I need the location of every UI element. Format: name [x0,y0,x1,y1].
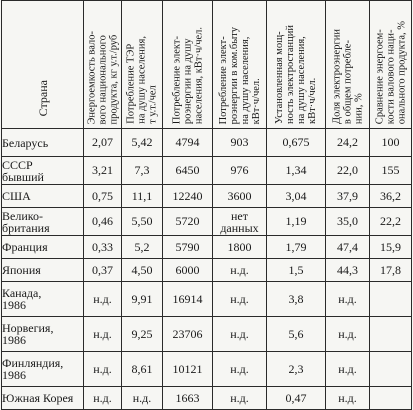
value-cell: 24,2 [326,129,370,157]
value-cell: 17,8 [370,259,412,282]
value-cell: 0,46 [84,208,122,236]
value-cell: н.д. [213,317,267,352]
table-row [2,185,412,208]
energy-statistics-table [1,0,412,410]
value-cell: н.д. [326,282,370,317]
value-cell [370,387,412,410]
country-name: Южная Корея [2,391,74,405]
value-cell: н.д. [326,387,370,410]
header-cell-household-electricity [213,1,267,129]
value-cell: н.д. [213,352,267,387]
value-cell: 5720 [163,208,213,236]
value-cell: н.д. [84,317,122,352]
value-cell: 5,2 [122,236,163,259]
value-cell: 5,6 [267,317,326,352]
country-name: Норвегия, 1986 [2,321,54,347]
value-cell: 11,1 [122,185,163,208]
value-cell: н.д. [84,282,122,317]
value-cell [370,352,412,387]
value-cell: 7,3 [122,157,163,185]
value-cell: 2,3 [267,352,326,387]
value-cell: 2,07 [84,129,122,157]
table-row [2,317,412,352]
value-cell [370,282,412,317]
country-cell [2,282,84,317]
value-cell: 1,5 [267,259,326,282]
country-cell [2,208,84,236]
value-cell: 44,3 [326,259,370,282]
value-cell: 36,2 [370,185,412,208]
value-cell: н.д. [213,387,267,410]
value-cell: н.д. [326,317,370,352]
country-cell [2,317,84,352]
country-name: США [2,189,31,203]
value-text: нет данных [220,208,259,235]
header-label: Доля электроэнергии в общем потребле- нии, % [331,28,364,124]
value-cell: 22,2 [370,208,412,236]
table-row [2,352,412,387]
value-cell: 23706 [163,317,213,352]
country-name: Беларусь [2,135,49,150]
value-cell: 0,33 [84,236,122,259]
value-cell: 0,75 [84,185,122,208]
value-cell: 15,9 [370,236,412,259]
value-cell: 976 [213,157,267,185]
value-cell: 5,50 [122,208,163,236]
value-cell: н.д. [213,282,267,317]
value-cell: 3600 [213,185,267,208]
header-label: Установленная мощ- ность электростанций на душу населения, кВт·ч/чел. [274,25,318,124]
country-name: Финляндия, 1986 [2,356,64,382]
table-row [2,259,412,282]
header-label: Сравнение энергоем- кости валового наци- онального продукта, % [374,20,407,124]
table-row [2,236,412,259]
country-name: Канада, 1986 [2,286,42,312]
header-cell-fuel-consumption [122,1,163,129]
value-cell: 12240 [163,185,213,208]
value-cell: 1,19 [267,208,326,236]
value-cell: 4,50 [122,259,163,282]
country-cell [2,259,84,282]
value-cell: 903 [213,129,267,157]
value-cell: 22,0 [326,157,370,185]
value-cell: 1,79 [267,236,326,259]
value-cell: 0,37 [84,259,122,282]
value-cell: 47,4 [326,236,370,259]
country-cell [2,157,84,185]
header-label: Потребление ТЭР на душу населения, т у.т./чел [125,36,159,124]
value-cell: 16914 [163,282,213,317]
value-cell: н.д. [84,352,122,387]
country-name: Япония [2,263,41,277]
header-cell-electricity-consumption [163,1,213,129]
value-cell: 0,47 [267,387,326,410]
table-row [2,282,412,317]
country-cell [2,185,84,208]
value-cell: н.д. [84,387,122,410]
value-cell: 4794 [163,129,213,157]
table-row [2,387,412,410]
value-cell [213,208,267,236]
value-cell: 5790 [163,236,213,259]
table-row [2,129,412,157]
value-cell: 9,91 [122,282,163,317]
value-cell: н.д. [122,387,163,410]
value-cell: 100 [370,129,412,157]
country-name: СССР бывший [2,157,44,184]
table-row [2,208,412,236]
country-name: Велико- британия [2,208,50,235]
header-label: Страна [35,79,50,116]
table-row [2,157,412,185]
value-cell: 10121 [163,352,213,387]
country-cell [2,387,84,410]
value-cell: 3,04 [267,185,326,208]
header-row [2,1,412,129]
value-cell: 155 [370,157,412,185]
value-cell: 35,0 [326,208,370,236]
value-cell: 9,25 [122,317,163,352]
header-cell-intensity-comparison [370,1,412,129]
header-cell-energy-intensity [84,1,122,129]
value-cell: 1,34 [267,157,326,185]
header-label: Потребление элект- роэнергии на душу населения, кВт·ч/чел. [171,26,204,124]
value-cell [370,317,412,352]
country-cell [2,129,84,157]
country-cell [2,352,84,387]
value-cell: 3,8 [267,282,326,317]
value-cell: 8,61 [122,352,163,387]
header-cell-electricity-share [326,1,370,129]
value-cell: 0,675 [267,129,326,157]
country-name: Франция [2,240,48,254]
header-cell-country [2,1,84,129]
value-cell: н.д. [213,259,267,282]
value-cell: 6000 [163,259,213,282]
value-cell: 3,21 [84,157,122,185]
value-cell: 6450 [163,157,213,185]
header-cell-installed-capacity [267,1,326,129]
country-cell [2,236,84,259]
header-label: Энергоемкость вало- вого национального продукта, кг у.т./руб [86,30,119,124]
value-cell: н.д. [326,352,370,387]
value-cell: 37,9 [326,185,370,208]
value-cell: 1800 [213,236,267,259]
header-label: Потребление элект- роэнергии в ком.быту на душу населения, кВт·ч/чел. [217,26,262,124]
value-cell: 5,42 [122,129,163,157]
value-cell: 1663 [163,387,213,410]
